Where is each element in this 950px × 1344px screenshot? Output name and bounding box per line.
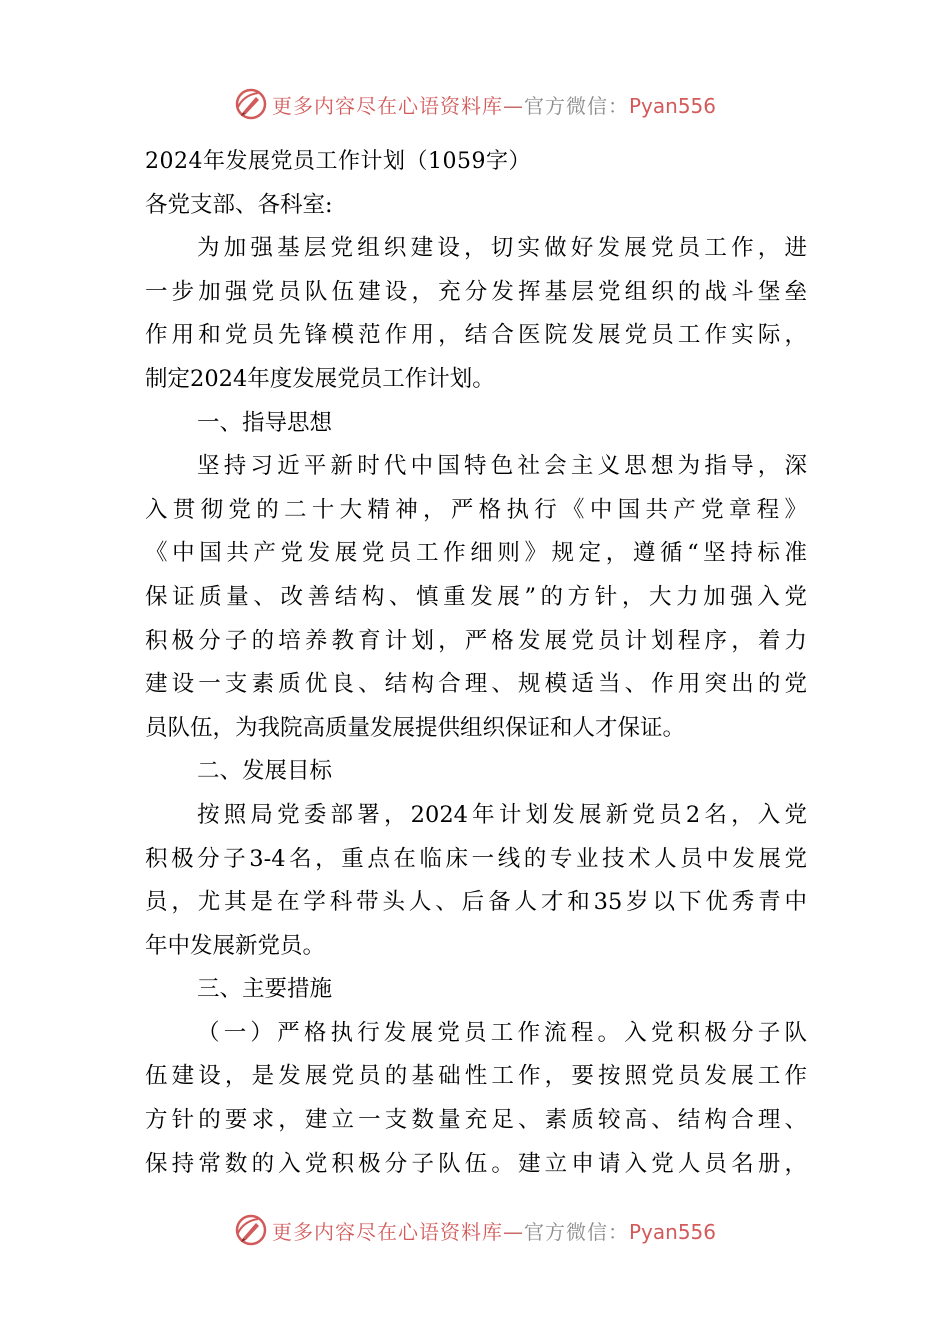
text-line: 员，尤其是在学科带头人、后备人才和35岁以下优秀青中 <box>145 889 807 916</box>
text-line: 保持常数的入党积极分子队伍。建立申请入党人员名册， <box>145 1150 807 1177</box>
watermark-label: 官方微信： <box>523 1219 629 1244</box>
text-line: 为加强基层党组织建设，切实做好发展党员工作，进 <box>197 235 807 262</box>
watermark-footer <box>0 1210 950 1250</box>
document-salutation: 各党支部、各科室: <box>145 191 333 218</box>
text-line: 一、指导思想 <box>197 409 333 436</box>
watermark-text <box>272 1216 716 1245</box>
pen-circle-logo-icon <box>234 1213 268 1247</box>
document-title: 2024年发展党员工作计划（1059字） <box>145 149 531 174</box>
text-line: 建设一支素质优良、结构合理、规模适当、作用突出的党 <box>145 671 807 698</box>
text-line: 三、主要措施 <box>197 976 333 1003</box>
text-line: 按照局党委部署，2024年计划发展新党员2名，入党 <box>197 801 807 828</box>
text-line: 积极分子3-4名，重点在临床一线的专业技术人员中发展党 <box>145 845 807 872</box>
watermark-header <box>0 84 950 124</box>
text-line: 方针的要求，建立一支数量充足、素质较高、结构合理、 <box>145 1107 807 1134</box>
text-line: 作用和党员先锋模范作用，结合医院发展党员工作实际， <box>145 322 807 349</box>
watermark-site: 更多内容尽在心语资料库 <box>271 1219 503 1244</box>
watermark-text <box>272 90 716 119</box>
text-line: 二、发展目标 <box>197 758 333 785</box>
text-line: 保证质量、改善结构、慎重发展”的方针，大力加强入党 <box>145 583 807 610</box>
text-line: 年中发展新党员。 <box>145 932 326 959</box>
watermark-id: Pyan556 <box>628 1219 716 1244</box>
text-line: 员队伍，为我院高质量发展提供组织保证和人才保证。 <box>145 714 686 741</box>
text-line: 制定2024年度发展党员工作计划。 <box>145 365 495 392</box>
pen-circle-logo-icon <box>234 87 268 121</box>
text-line: 伍建设，是发展党员的基础性工作，要按照党员发展工作 <box>145 1063 807 1090</box>
text-line: 《中国共产党发展党员工作细则》规定，遵循“坚持标准 <box>145 540 807 567</box>
watermark-dash: — <box>502 93 524 118</box>
watermark-site: 更多内容尽在心语资料库 <box>271 93 503 118</box>
text-line: 一步加强党员队伍建设，充分发挥基层党组织的战斗堡垒 <box>145 278 807 305</box>
watermark-dash: — <box>502 1219 524 1244</box>
text-line: 积极分子的培养教育计划，严格发展党员计划程序，着力 <box>145 627 807 654</box>
watermark-label: 官方微信： <box>523 93 629 118</box>
text-line: 入贯彻党的二十大精神，严格执行《中国共产党章程》 <box>145 496 807 523</box>
document-lines <box>145 227 807 1186</box>
text-line: （一）严格执行发展党员工作流程。入党积极分子队 <box>197 1019 807 1046</box>
text-line: 坚持习近平新时代中国特色社会主义思想为指导，深 <box>197 453 807 480</box>
watermark-id: Pyan556 <box>628 93 716 118</box>
document-body <box>145 140 807 1186</box>
